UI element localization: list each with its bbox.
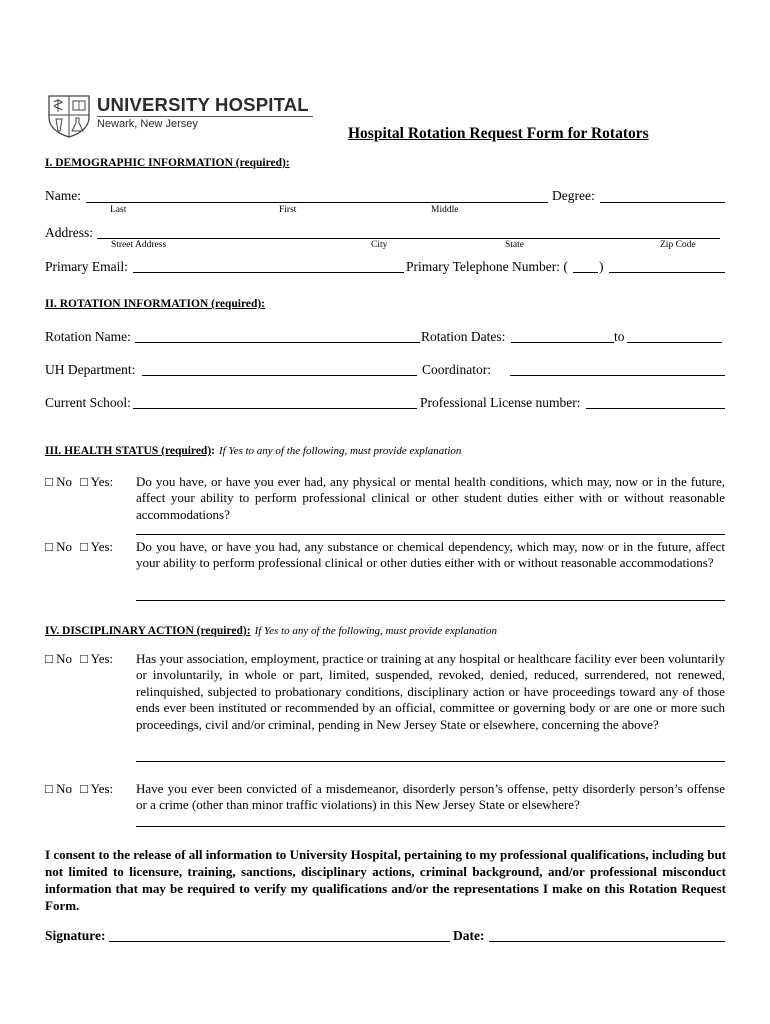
phone-close-paren: ) [599, 259, 604, 274]
name-sublabel-middle: Middle [431, 205, 459, 215]
address-sublabel-state: State [505, 240, 524, 250]
rotation-heading: II. ROTATION INFORMATION (required): [45, 298, 265, 310]
address-label: Address: [45, 225, 93, 240]
department-label: UH Department: [45, 362, 136, 377]
disciplinary-q1-no-checkbox[interactable]: □ No [45, 651, 72, 666]
form-title: Hospital Rotation Request Form for Rotators [348, 125, 649, 142]
name-field[interactable] [86, 202, 548, 203]
license-label: Professional License number: [420, 395, 581, 410]
rotation-name-label: Rotation Name: [45, 329, 131, 344]
rotation-start-date-field[interactable] [511, 342, 614, 343]
disciplinary-heading-row [45, 621, 497, 639]
school-label: Current School: [45, 395, 131, 410]
email-label: Primary Email: [45, 259, 128, 274]
name-sublabel-last: Last [110, 205, 127, 215]
address-field[interactable] [97, 238, 720, 239]
name-sublabel-first: First [279, 205, 297, 215]
school-field[interactable] [133, 408, 417, 409]
email-field[interactable] [133, 272, 404, 273]
license-field[interactable] [586, 408, 725, 409]
phone-area-code-field[interactable] [573, 272, 598, 273]
disciplinary-q2-yes-checkbox[interactable]: □ Yes: [80, 781, 114, 796]
health-q1-explanation-field[interactable] [136, 534, 725, 535]
logo-location: Newark, New Jersey [97, 118, 198, 130]
rotation-name-field[interactable] [135, 342, 420, 343]
disciplinary-heading: IV. DISCIPLINARY ACTION (required): [45, 625, 251, 637]
health-question-1: Do you have, or have you ever had, any physical or mental health conditions, which may, now or in the future, affect your ability to perform professional clinical or other student duties either with or without reasonable accommodations? [136, 474, 725, 522]
disciplinary-q1-explanation-field[interactable] [136, 761, 725, 762]
disciplinary-q2-explanation-field[interactable] [136, 826, 725, 827]
disciplinary-note: If Yes to any of the following, must provide explanation [254, 625, 497, 637]
disciplinary-question-1: Has your association, employment, practice or training at any hospital or healthcare facility ever been voluntarily or involuntarily, in whole or part, limited, suspended, revoked, denied, reduced, surrendered, not renewed, relinquished, subjected to probationary conditions, disciplinary action or have proceedings toward any of those ends ever been instituted or recommended by an official, committee or governing body or are one or more such proceedings, civil and/or criminal, pending in New Jersey State or elsewhere, concerning the above? [136, 651, 725, 732]
department-field[interactable] [142, 375, 417, 376]
rotation-end-date-field[interactable] [627, 342, 722, 343]
consent-statement: I consent to the release of all information to University Hospital, pertaining to my professional qualifications, including but not limited to licensure, training, sanctions, disciplinary actions, criminal background, and/or professional misconduct information that may be required to verify my qualifications and/or the representations I make on this Rotation Request Form. [45, 847, 726, 913]
logo-divider [97, 116, 313, 117]
health-heading: III. HEALTH STATUS (required) [45, 445, 212, 457]
signature-field[interactable] [109, 941, 450, 942]
disciplinary-q2-no-checkbox[interactable]: □ No [45, 781, 72, 796]
address-sublabel-street: Street Address [111, 240, 167, 250]
health-q2-yes-checkbox[interactable]: □ Yes: [80, 539, 114, 554]
health-heading-colon: : [211, 445, 215, 457]
university-hospital-logo-icon [46, 93, 92, 138]
disciplinary-question-2: Have you ever been convicted of a misdemeanor, disorderly person’s offense, petty disorderly person’s offense or a crime (other than minor traffic violations) in this New Jersey State or elsewhere? [136, 781, 725, 813]
health-q2-explanation-field[interactable] [136, 600, 725, 601]
demographic-heading: I. DEMOGRAPHIC INFORMATION (required): [45, 157, 290, 169]
coordinator-field[interactable] [510, 375, 725, 376]
date-field[interactable] [489, 941, 725, 942]
degree-field[interactable] [600, 202, 725, 203]
rotation-dates-label: Rotation Dates: [421, 329, 506, 344]
address-sublabel-zip: Zip Code [660, 240, 696, 250]
coordinator-label: Coordinator: [422, 362, 491, 377]
health-question-2: Do you have, or have you had, any substance or chemical dependency, which may, now or in the future, affect your ability to perform professional clinical or other duties either with or without reasonable accommodations? [136, 539, 725, 571]
logo-title: UNIVERSITY HOSPITAL [97, 94, 309, 115]
health-note: If Yes to any of the following, must provide explanation [219, 445, 462, 457]
degree-label: Degree: [552, 188, 595, 203]
date-label: Date: [453, 928, 485, 943]
health-q1-no-checkbox[interactable]: □ No [45, 474, 72, 489]
health-q2-no-checkbox[interactable]: □ No [45, 539, 72, 554]
name-label: Name: [45, 188, 81, 203]
health-heading-row [45, 441, 461, 459]
address-sublabel-city: City [371, 240, 388, 250]
phone-label: Primary Telephone Number: ( [406, 259, 568, 274]
disciplinary-q1-yes-checkbox[interactable]: □ Yes: [80, 651, 114, 666]
health-q1-yes-checkbox[interactable]: □ Yes: [80, 474, 114, 489]
signature-label: Signature: [45, 928, 106, 943]
rotation-to-label: to [614, 329, 625, 344]
phone-number-field[interactable] [609, 272, 725, 273]
